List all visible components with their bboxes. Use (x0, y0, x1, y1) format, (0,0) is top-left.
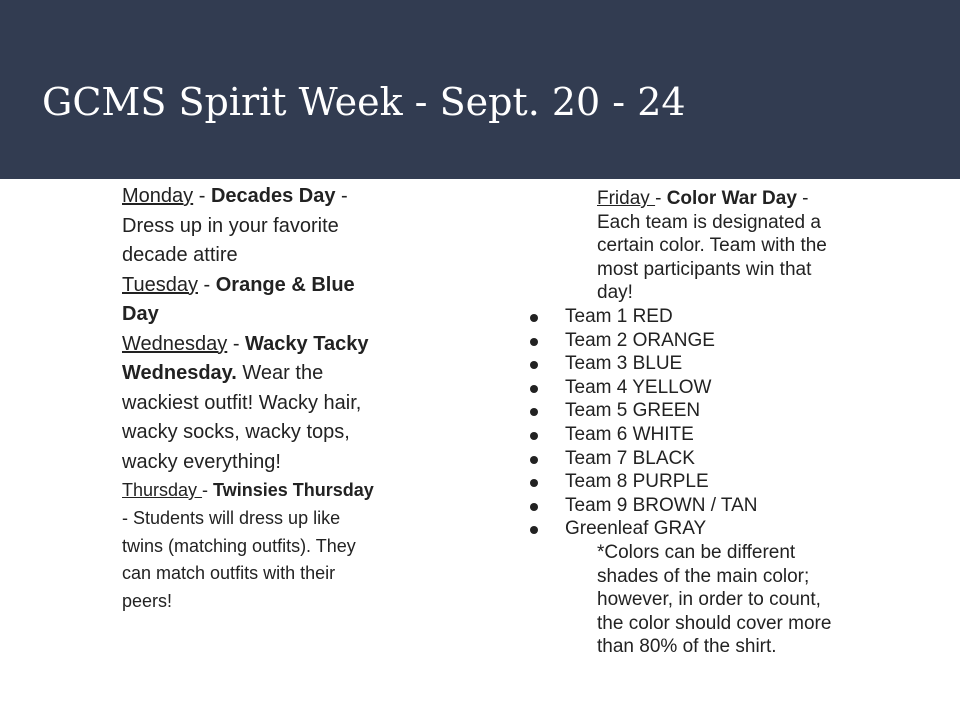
wednesday-day-label: Wednesday (122, 332, 228, 355)
wednesday-separator: - (227, 332, 246, 355)
monday-description: - Dress up in your favorite decade attire (122, 185, 348, 266)
page-title: GCMS Spirit Week - Sept. 20 - 24 (42, 80, 686, 124)
friday-description: - Each team is designated a certain color. Team with the most participants win that day! (597, 188, 827, 304)
team-list-item: Team 5 GREEN (528, 399, 848, 423)
monday-separator: - (193, 185, 211, 207)
wednesday-entry (122, 330, 382, 478)
tuesday-day-label: Tuesday (122, 273, 198, 296)
schedule-right-column (528, 187, 848, 659)
wednesday-description: Wear the wackiest outfit! Wacky hair, wacky socks, wacky tops, wacky everything! (122, 362, 362, 473)
monday-entry (122, 182, 382, 271)
tuesday-theme: Orange & Blue Day (122, 273, 355, 325)
team-list-item: Team 7 BLACK (528, 447, 848, 471)
team-list-item: Team 8 PURPLE (528, 470, 848, 494)
team-list-item: Team 6 WHITE (528, 423, 848, 447)
color-rule-note: *Colors can be different shades of the main color; however, in order to count, the color should cover more than 80% of the shirt. (597, 541, 832, 658)
header-banner (0, 0, 960, 179)
friday-entry (528, 187, 848, 305)
tuesday-entry (122, 271, 382, 330)
friday-day-label: Friday (597, 188, 656, 209)
schedule-left-column (122, 182, 382, 616)
team-list-item: Team 9 BROWN / TAN (528, 494, 848, 518)
thursday-day-label: Thursday (122, 480, 203, 500)
tuesday-separator: - (197, 273, 216, 296)
team-list-item: Team 1 RED (528, 305, 848, 329)
friday-separator: - (655, 188, 667, 209)
team-list-item: Team 2 ORANGE (528, 329, 848, 353)
team-list-item: Team 3 BLUE (528, 352, 848, 376)
monday-day-label: Monday (122, 185, 194, 207)
friday-theme: Color War Day (666, 188, 797, 209)
team-color-list (528, 305, 848, 541)
wednesday-theme: Wacky Tacky Wednesday. (122, 332, 369, 384)
team-list-item: Greenleaf GRAY (528, 517, 848, 541)
thursday-separator: - (202, 480, 214, 500)
thursday-theme: Twinsies Thursday (213, 480, 374, 500)
thursday-description: - Students will dress up like twins (matching outfits). They can match outfits with their peers! (122, 507, 356, 612)
team-list-item: Team 4 YELLOW (528, 376, 848, 400)
thursday-entry (122, 477, 382, 616)
monday-theme: Decades Day (210, 185, 336, 207)
